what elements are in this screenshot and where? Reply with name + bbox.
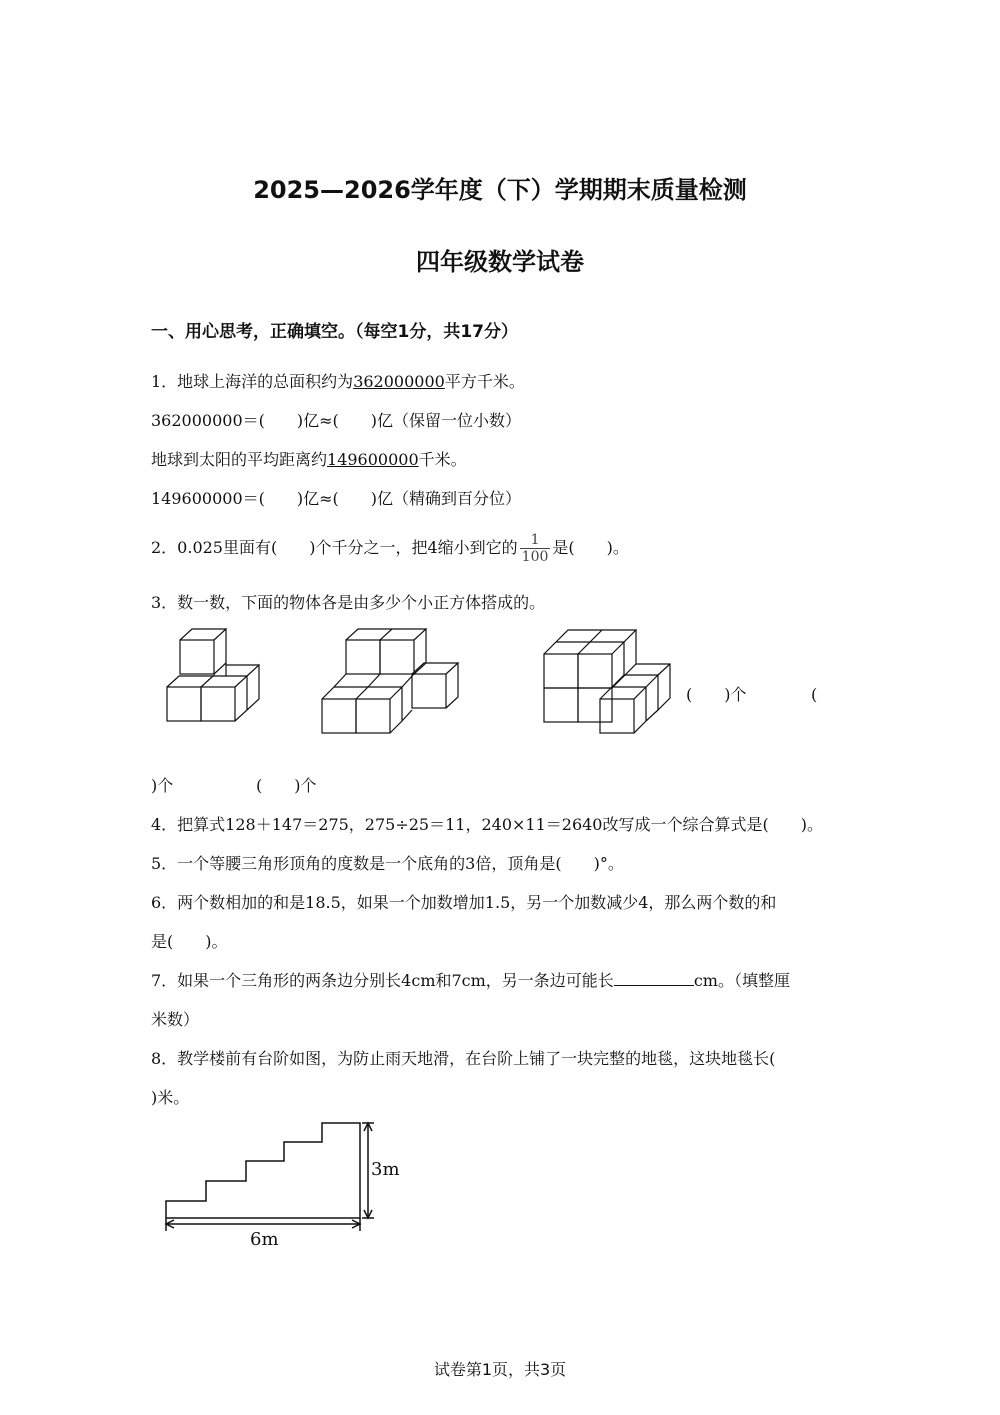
question-1-line-4: 149600000＝( )亿≈( )亿（精确到百分位） — [151, 489, 521, 508]
question-8-line-2: )米。 — [151, 1088, 190, 1107]
q1-text-3-end: 千米。 — [418, 450, 467, 469]
page-footer: 试卷第1页，共3页 — [433, 1360, 567, 1379]
question-1-line-3 — [151, 450, 467, 470]
question-6-line-1: 6．两个数相加的和是18.5，如果一个加数增加1.5，另一个加数减少4，那么两个数的和 — [151, 893, 777, 912]
exam-subtitle: 四年级数学试卷 — [416, 248, 584, 276]
q7-answer-blank — [614, 971, 694, 986]
q7-text-end: cm。（填整厘 — [693, 971, 790, 990]
q1-text-3: 地球到太阳的平均距离约 — [151, 450, 328, 469]
q2-text: 2．0.025里面有( )个千分之一，把4缩小到它的 — [151, 538, 518, 557]
question-7-line-1 — [151, 971, 790, 991]
cube-figure-a — [160, 625, 270, 730]
staircase-diagram — [160, 1115, 420, 1255]
section-heading: 一、用心思考，正确填空。（每空1分，共17分） — [151, 322, 518, 342]
question-1-line-2: 362000000＝( )亿≈( )亿（保留一位小数） — [151, 411, 521, 430]
cube-figure-c — [538, 625, 678, 740]
fraction-denominator: 100 — [521, 549, 549, 565]
question-6-line-2: 是( )。 — [151, 932, 228, 951]
q1-text: 1．地球上海洋的总面积约为 — [151, 372, 354, 391]
q2-text-end: 是( )。 — [552, 538, 629, 557]
question-1-line-1 — [151, 372, 525, 392]
q3-answer-blank-c: ( )个 — [256, 776, 317, 795]
width-label: 6m — [250, 1229, 279, 1250]
height-label: 3m — [371, 1159, 400, 1180]
question-7-line-2: 米数） — [151, 1010, 200, 1029]
fraction — [520, 532, 551, 565]
question-5: 5．一个等腰三角形顶角的度数是一个底角的3倍，顶角是( )°。 — [151, 854, 624, 873]
exam-title: 2025—2026学年度（下）学期期末质量检测 — [253, 176, 747, 204]
question-3: 3．数一数，下面的物体各是由多少个小正方体搭成的。 — [151, 593, 546, 612]
q7-text: 7．如果一个三角形的两条边分别长4cm和7cm，另一条边可能长 — [151, 971, 614, 990]
q1-underlined-number-2: 149600000 — [327, 450, 419, 469]
q3-answer-blank-b-open: ( — [811, 685, 818, 704]
q3-answer-blank-a: ( )个 — [686, 685, 747, 704]
q3-answer-blank-b-close: )个 — [151, 776, 174, 795]
fraction-numerator: 1 — [520, 532, 551, 549]
cube-figure-b — [316, 625, 466, 740]
q1-text-end: 平方千米。 — [444, 372, 525, 391]
question-8-line-1: 8．教学楼前有台阶如图，为防止雨天地滑，在台阶上铺了一块完整的地毯，这块地毯长( — [151, 1049, 776, 1068]
question-4: 4．把算式128＋147＝275，275÷25＝11，240×11＝2640改写成一个综合算式是( )。 — [151, 815, 823, 834]
question-2 — [151, 524, 629, 572]
q1-underlined-number: 362000000 — [353, 372, 445, 391]
